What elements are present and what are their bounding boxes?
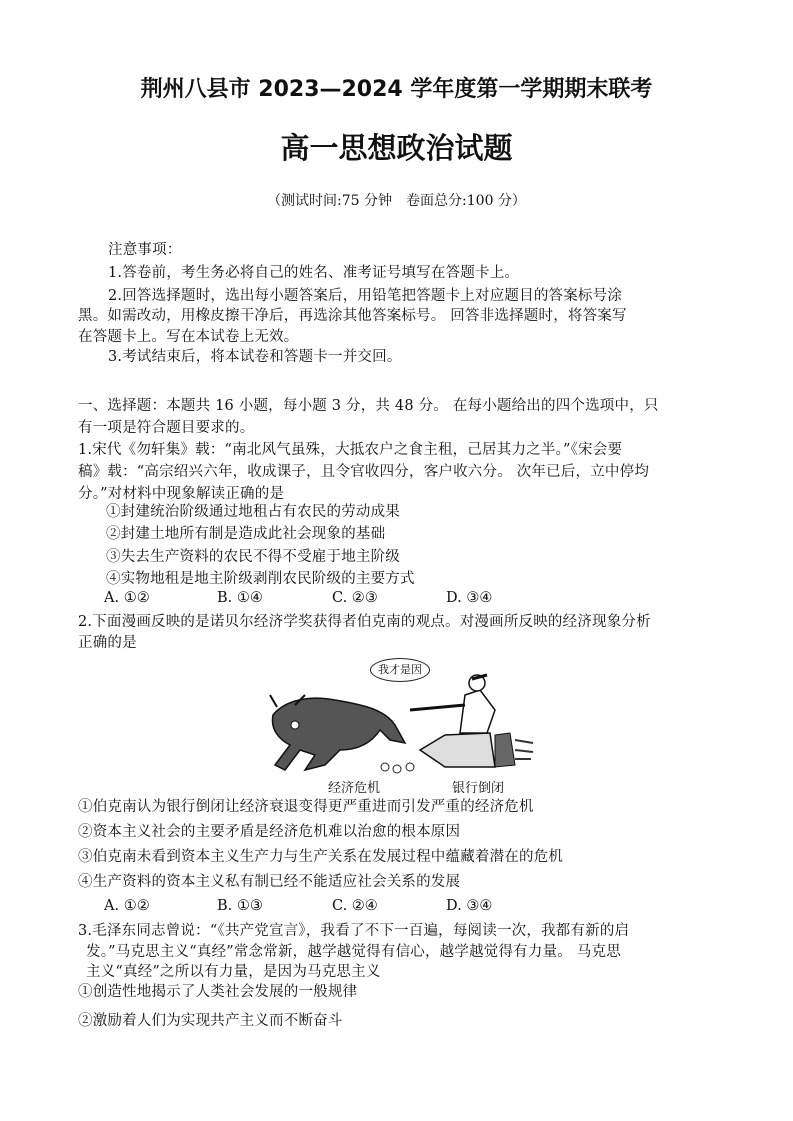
q2-option-b: B. ①③	[217, 898, 263, 914]
exam-subject-title: 高一思想政治试题	[280, 131, 513, 165]
q3-stem: 3.毛泽东同志曾说：“《共产党宣言》，我看了不下一百遍，每阅读一次，我都有新的启	[78, 923, 630, 939]
note-line: 3.考试结束后，将本试卷和答题卡一并交回。	[108, 349, 402, 365]
q1-item: ③失去生产资料的农民不得不受雇于地主阶级	[106, 549, 400, 565]
q2-option-a: A. ①②	[104, 898, 150, 914]
q1-option-b: B. ①④	[217, 590, 263, 606]
q3-item: ②激励着人们为实现共产主义而不断奋斗	[78, 1013, 343, 1029]
q2-item: ③伯克南未看到资本主义生产力与生产关系在发展过程中蕴藏着潜在的危机	[78, 849, 564, 865]
speech-bubble: 我才是因	[370, 658, 430, 682]
note-line: 1.答卷前，考生务必将自己的姓名、准考证号填写在答题卡上。	[108, 265, 520, 281]
note-line: 2.回答选择题时，选出每小题答案后，用铅笔把答题卡上对应题目的答案标号涂	[108, 288, 623, 304]
q2-item: ①伯克南认为银行倒闭让经济衰退变得更严重进而引发严重的经济危机	[78, 799, 534, 815]
exam-header-title: 荆州八县市 2023—2024 学年度第一学期期末联考	[140, 77, 653, 102]
q2-item: ②资本主义社会的主要矛盾是经济危机难以治愈的根本原因	[78, 824, 461, 840]
cartoon-caption-right: 银行倒闭	[452, 781, 505, 796]
q1-stem: 分。”对材料中现象解读正确的是	[78, 486, 285, 502]
q1-option-a: A. ①②	[104, 590, 150, 606]
q1-stem: 稿》载：“高宗绍兴六年，收成课子，且令官收四分，客户收六分。 次年已后，立中停均	[78, 464, 650, 480]
note-line: 黑。如需改动，用橡皮擦干净后，再选涂其他答案标号。 回答非选择题时，将答案写	[78, 308, 627, 324]
rocket-figure	[410, 675, 533, 767]
q2-stem: 2.下面漫画反映的是诺贝尔经济学奖获得者伯克南的观点。对漫画所反映的经济现象分析	[78, 614, 651, 630]
q2-stem: 正确的是	[78, 635, 137, 651]
q1-item: ②封建土地所有制是造成此社会现象的基础	[106, 526, 386, 542]
cartoon-caption-left: 经济危机	[328, 781, 381, 796]
q1-option-d: D. ③④	[446, 590, 493, 606]
section-instruction: 一、选择题：本题共 16 小题，每小题 3 分，共 48 分。 在每小题给出的四个选项中，只	[78, 398, 659, 414]
q3-stem: 主义“真经”之所以有力量，是因为马克思主义	[86, 964, 381, 980]
notes-heading: 注意事项：	[108, 242, 182, 258]
note-line: 在答题卡上。写在本试卷上无效。	[78, 329, 299, 345]
q1-item: ①封建统治阶级通过地租占有农民的劳动成果	[106, 504, 400, 520]
q3-stem: 发。”马克思主义“真经”常念常新，越学越觉得有信心，越学越觉得有力量。 马克思	[86, 944, 621, 960]
bull-figure	[270, 695, 414, 773]
exam-info: （测试时间:75 分钟 卷面总分:100 分）	[267, 193, 526, 209]
q1-item: ④实物地租是地主阶级剥削农民阶级的主要方式	[106, 571, 415, 587]
q2-option-d: D. ③④	[446, 898, 493, 914]
q2-option-c: C. ②④	[332, 898, 378, 914]
q1-stem: 1.宋代《勿轩集》载：“南北风气虽殊，大抵农户之食主租，己居其力之半。”《宋会要	[78, 442, 623, 458]
section-instruction: 有一项是符合题目要求的。	[78, 420, 255, 436]
q1-option-c: C. ②③	[332, 590, 378, 606]
q2-item: ④生产资料的资本主义私有制已经不能适应社会关系的发展	[78, 874, 461, 890]
q3-item: ①创造性地揭示了人类社会发展的一般规律	[78, 984, 358, 1000]
